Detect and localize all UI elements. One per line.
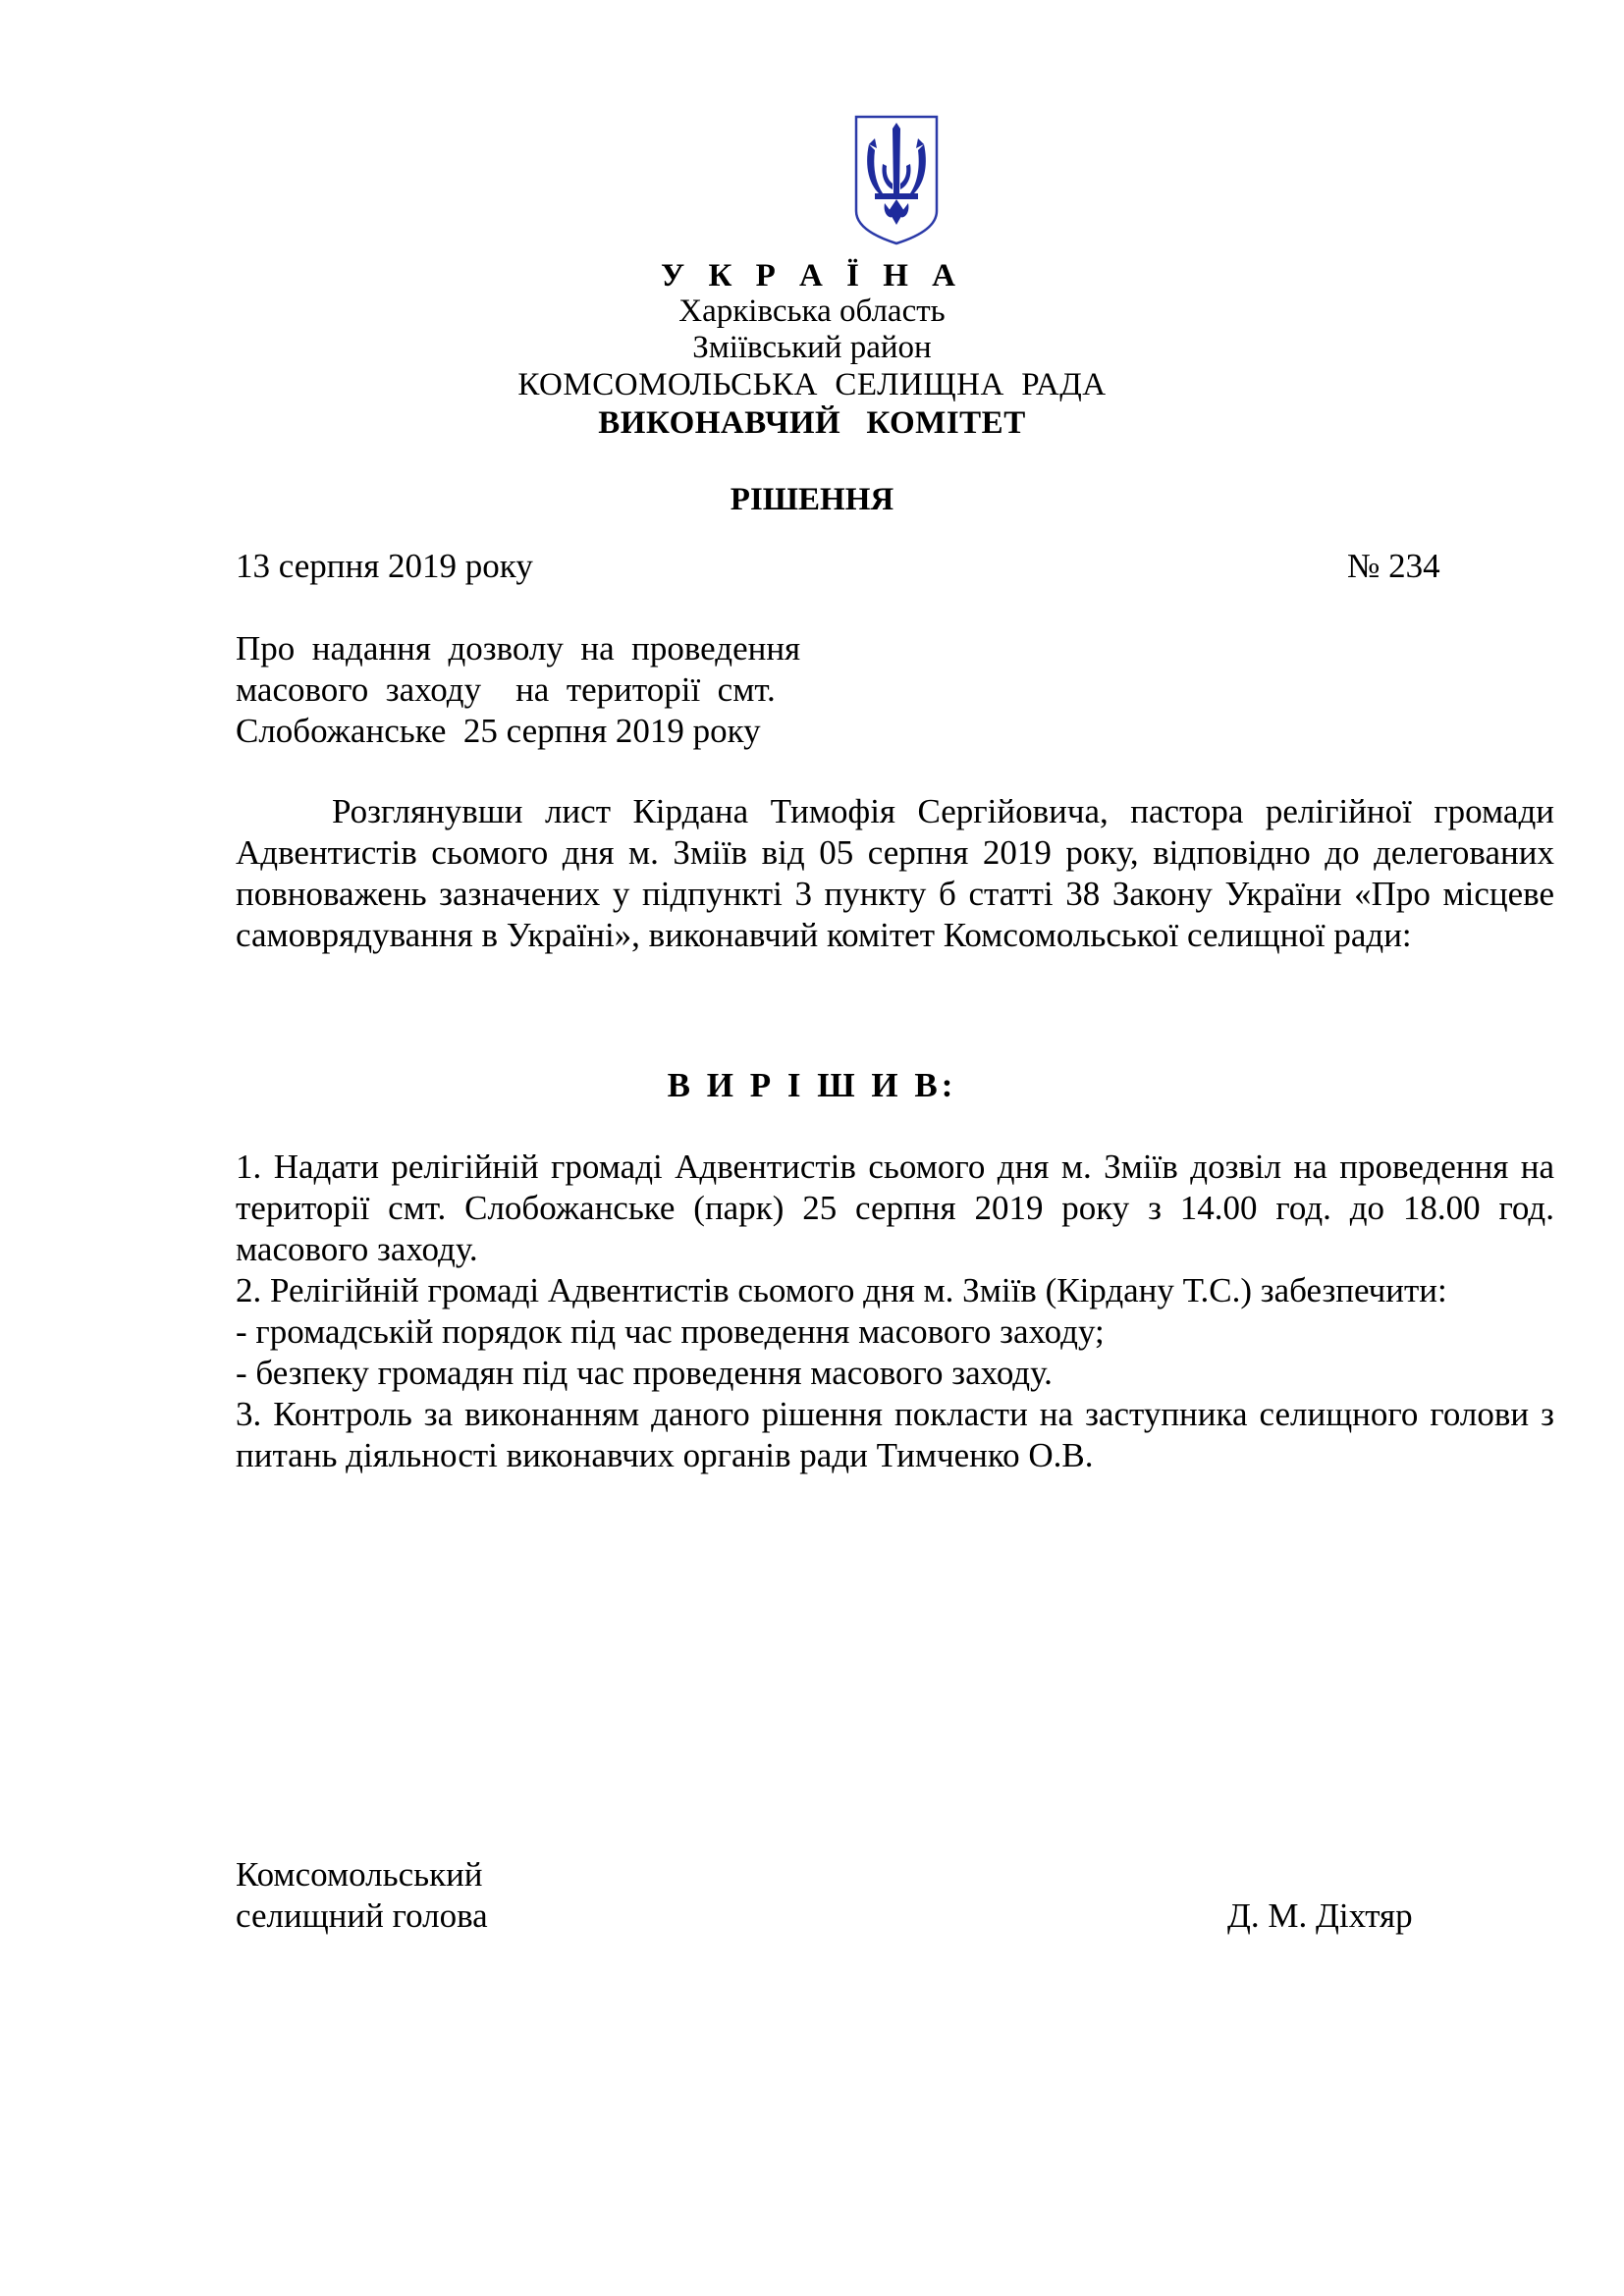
preamble-paragraph: Розглянувши лист Кірдана Тимофія Сергійовича, пастора релігійної громади Адвентистів сьомого дня м. Зміїв від 05 серпня 2019 року, відповідно до делегованих повноважень зазначених у підпункті 3 пункту б статті 38 Закону України «Про місцеве самоврядування в Україні», виконавчий комітет Комсомольської селищної ради:	[236, 792, 1554, 954]
decision-items	[236, 1147, 1554, 1476]
document-subject	[236, 628, 864, 752]
coat-of-arms-icon	[853, 115, 940, 245]
signer-title-line: Комсомольський	[236, 1855, 483, 1894]
decision-item: 1. Надати релігійній громаді Адвентистів сьомого дня м. Зміїв дозвіл на проведення на території смт. Слобожанське (парк) 25 серпня 2019 року з 14.00 год. до 18.00 год. масового заходу.	[236, 1148, 1554, 1268]
raion-line: Зміївський район	[692, 330, 932, 365]
document-date: 13 серпня 2019 року	[236, 547, 533, 585]
country-heading: У К Р А Ї Н А	[661, 258, 963, 294]
subject-line: масового заходу на території смт.	[236, 670, 776, 709]
committee-name: ВИКОНАВЧИЙ КОМІТЕТ	[598, 405, 1026, 441]
signer-title-line: селищний голова	[236, 1896, 488, 1935]
subject-line: Слобожанське 25 серпня 2019 року	[236, 712, 761, 750]
decision-item: - безпеку громадян під час проведення масового заходу.	[236, 1354, 1053, 1392]
signer-name: Д. М. Діхтяр	[1227, 1896, 1413, 1935]
decision-item: 3. Контроль за виконанням даного рішення покласти на заступника селищного голови з питань діяльності виконавчих органів ради Тимченко О.В.	[236, 1395, 1554, 1474]
decided-heading: В И Р І Ш И В:	[667, 1066, 957, 1104]
signer-position	[236, 1854, 488, 1937]
decision-item: - громадській порядок під час проведення масового заходу;	[236, 1312, 1105, 1351]
subject-line: Про надання дозволу на проведення	[236, 629, 801, 667]
document-type: РІШЕННЯ	[730, 482, 894, 517]
council-name: КОМСОМОЛЬСЬКА СЕЛИЩНА РАДА	[517, 367, 1107, 402]
oblast-line: Харківська область	[678, 294, 946, 329]
decision-item: 2. Релігійній громаді Адвентистів сьомого дня м. Зміїв (Кірдану Т.С.) забезпечити:	[236, 1271, 1447, 1309]
document-number: № 234	[1347, 547, 1440, 585]
